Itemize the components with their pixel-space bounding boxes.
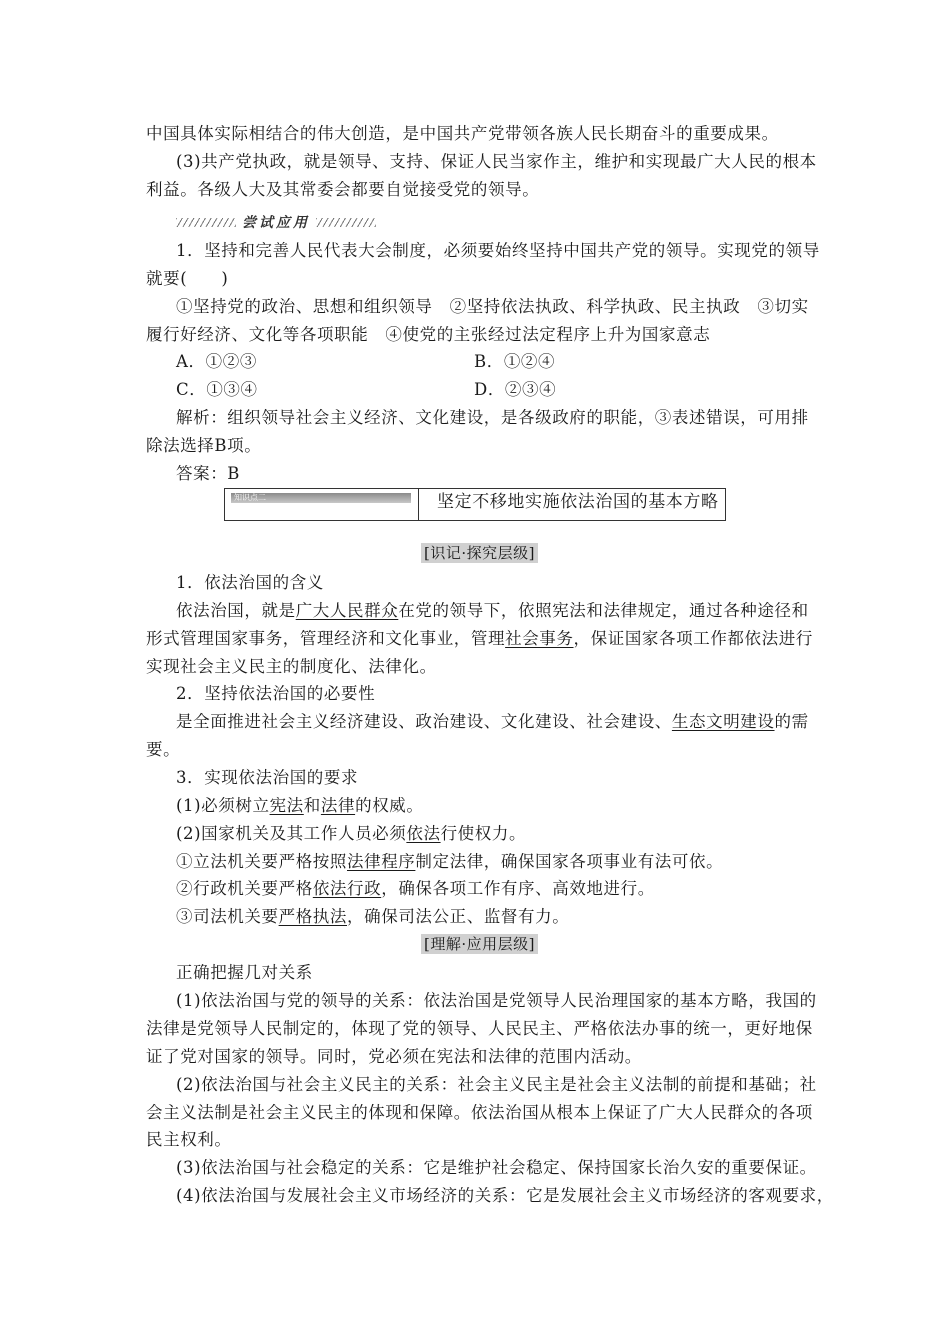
knowledge-point-box	[224, 488, 726, 521]
relation-1-line-2: 法律是党领导人民制定的，体现了党的领导、人民民主、严格依法办事的统一，更好地保	[146, 1019, 813, 1038]
try-apply-title: 尝试应用	[242, 215, 310, 231]
choice-b: B．①②④	[474, 352, 556, 371]
hatch-decoration-right	[316, 218, 376, 227]
relation-1-line-3: 证了党对国家的领导。同时，党必须在宪法和法律的范围内活动。	[146, 1047, 642, 1066]
analysis-line-1: 解析：组织领导社会主义经济、文化建设，是各级政府的职能，③表述错误，可用排	[176, 408, 809, 427]
answer-line: 答案：B	[176, 464, 241, 483]
section-1-heading: 1．依法治国的含义	[176, 573, 324, 592]
section-1-line-1: 依法治国，就是广大人民群众在党的领导下，依照宪法和法律规定，通过各种途径和	[176, 601, 809, 620]
relation-2-line-3: 民主权利。	[146, 1130, 232, 1149]
relation-3-line: (3)依法治国与社会稳定的关系：它是维护社会稳定、保持国家长治久安的重要保证。	[176, 1158, 817, 1177]
analysis-line-2: 除法选择B项。	[146, 436, 262, 455]
section-2-line-1: 是全面推进社会主义经济建设、政治建设、文化建设、社会建设、生态文明建设的需	[176, 712, 809, 731]
knowledge-tag	[231, 493, 411, 503]
choice-a: A．①②③	[176, 352, 257, 371]
try-apply-banner	[176, 212, 376, 232]
section-3-point-1: (1)必须树立宪法和法律的权威。	[176, 796, 424, 815]
level-heading-apply: [理解·应用层级]	[421, 934, 538, 954]
relation-2-line-2: 会主义法制是社会主义民主的体现和保障。依法治国从根本上保证了广大人民群众的各项	[146, 1103, 813, 1122]
intro-line-1: 中国具体实际相结合的伟大创造，是中国共产党带领各族人民长期奋斗的重要成果。	[146, 124, 779, 143]
question-options-1: ①坚持党的政治、思想和组织领导 ②坚持依法执政、科学执政、民主执政 ③切实	[176, 297, 809, 316]
relation-4-line: (4)依法治国与发展社会主义市场经济的关系：它是发展社会主义市场经济的客观要求，	[176, 1186, 834, 1205]
section-1-line-3: 实现社会主义民主的制度化、法律化。	[146, 657, 437, 676]
hatch-decoration-left	[176, 218, 236, 227]
question-options-2: 履行好经济、文化等各项职能 ④使党的主张经过法定程序上升为国家意志	[146, 325, 711, 344]
section-3-point-2: (2)国家机关及其工作人员必须依法行使权力。	[176, 824, 527, 843]
section-3-heading: 3．实现依法治国的要求	[176, 768, 359, 787]
section-4-heading: 正确把握几对关系	[176, 963, 313, 982]
choice-d: D．②③④	[474, 380, 557, 399]
section-2-line-2: 要。	[146, 740, 181, 759]
section-3-item-1: ①立法机关要严格按照法律程序制定法律，确保国家各项事业有法可依。	[176, 852, 724, 871]
knowledge-tag-label: 知识点二	[234, 493, 266, 502]
section-1-line-2: 形式管理国家事务，管理经济和文化事业，管理社会事务，保证国家各项工作都依法进行	[146, 629, 813, 648]
section-3-item-3: ③司法机关要严格执法，确保司法公正、监督有力。	[176, 907, 570, 926]
relation-1-line-1: (1)依法治国与党的领导的关系：依法治国是党领导人民治理国家的基本方略，我国的	[176, 991, 817, 1010]
level-heading-recall: [识记·探究层级]	[421, 543, 538, 563]
section-3-item-2: ②行政机关要严格依法行政，确保各项工作有序、高效地进行。	[176, 879, 655, 898]
relation-2-line-1: (2)依法治国与社会主义民主的关系：社会主义民主是社会主义法制的前提和基础；社	[176, 1075, 817, 1094]
intro-line-3: 利益。各级人大及其常委会都要自觉接受党的领导。	[146, 180, 540, 199]
knowledge-tag-cell	[225, 489, 419, 520]
choice-c: C．①③④	[176, 380, 258, 399]
question-stem-1: 1．坚持和完善人民代表大会制度，必须要始终坚持中国共产党的领导。实现党的领导	[176, 241, 820, 260]
knowledge-title: 坚定不移地实施依法治国的基本方略	[437, 492, 719, 512]
section-2-heading: 2．坚持依法治国的必要性	[176, 684, 376, 703]
intro-line-2: (3)共产党执政，就是领导、支持、保证人民当家作主，维护和实现最广大人民的根本	[176, 152, 817, 171]
question-stem-2: 就要( )	[146, 269, 229, 288]
